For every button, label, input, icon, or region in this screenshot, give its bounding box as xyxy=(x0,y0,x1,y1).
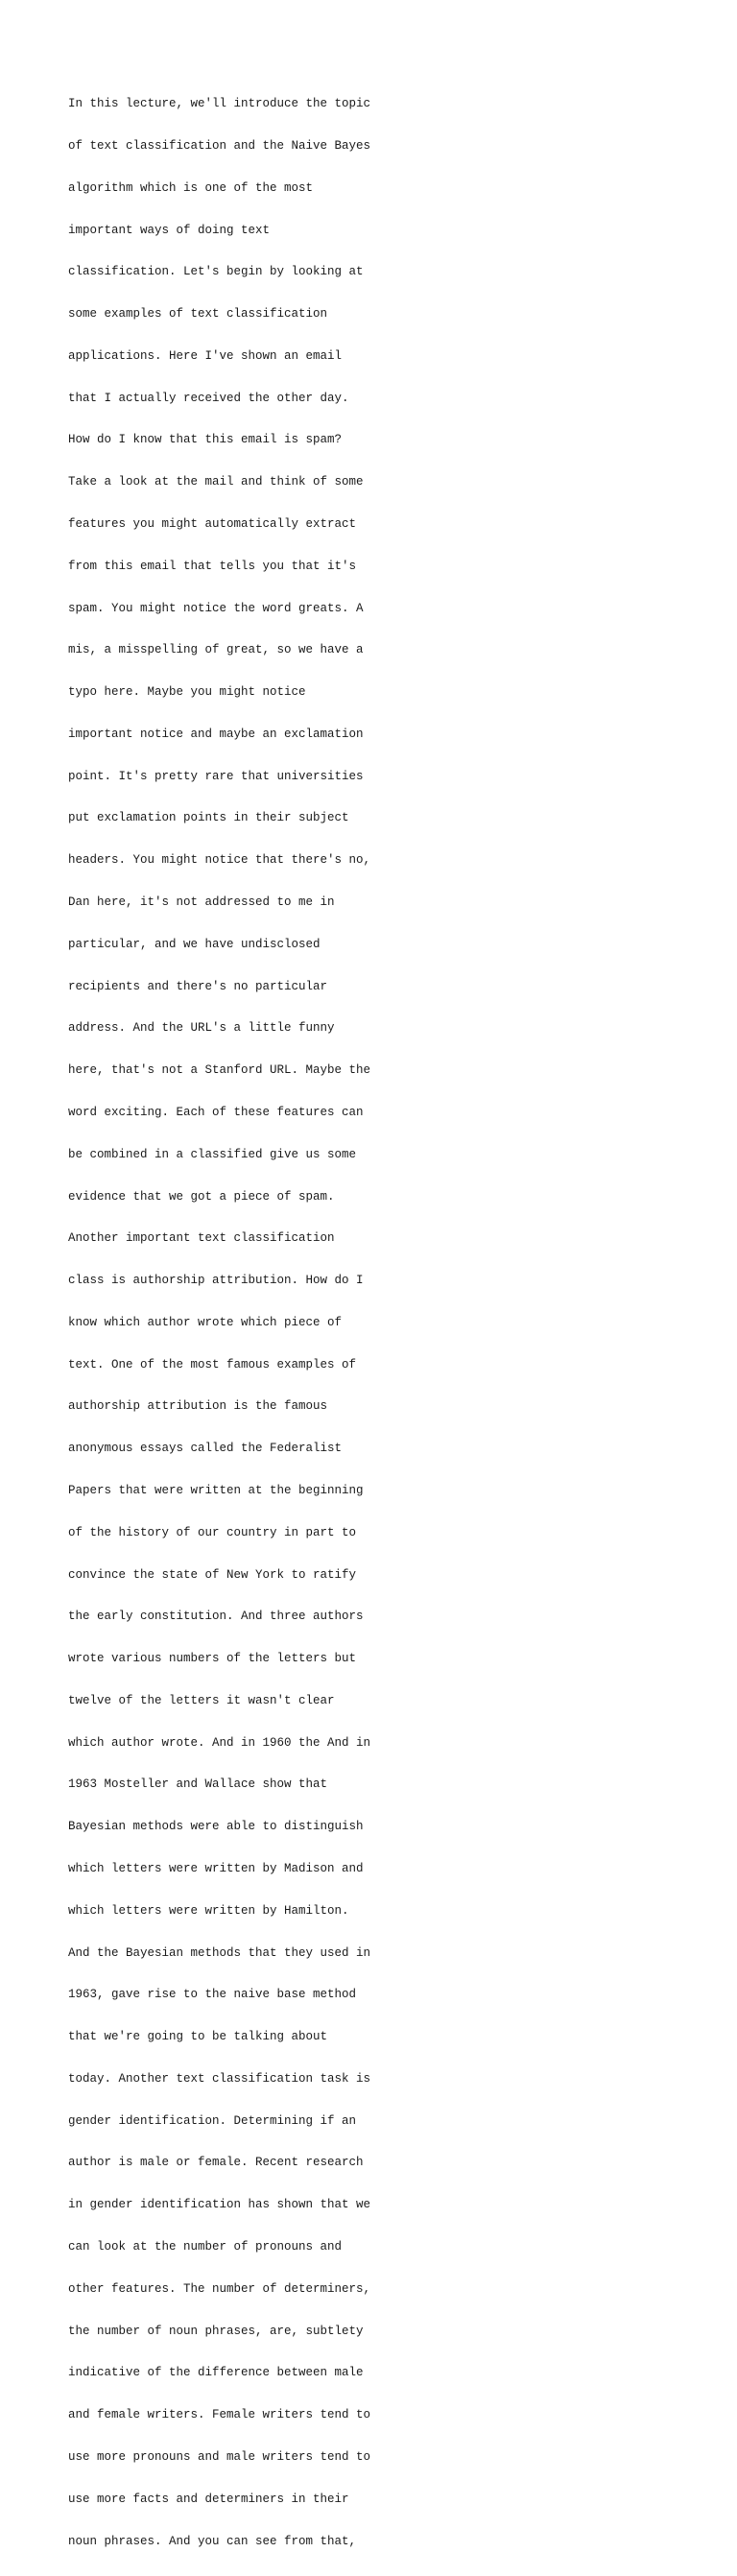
text-line: And the Bayesian methods that they used in xyxy=(68,1945,371,1960)
text-line: anonymous essays called the Federalist xyxy=(68,1442,343,1456)
text-line: mis, a misspelling of great, so we have a xyxy=(68,643,364,657)
text-line: which letters were written by Madison and xyxy=(68,1862,364,1875)
text-line: word exciting. Each of these features can xyxy=(68,1105,364,1119)
text-line: particular, and we have undisclosed xyxy=(68,937,321,951)
text-line: and female writers. Female writers tend to xyxy=(68,2408,371,2422)
text-line: that I actually received the other day. xyxy=(68,391,349,405)
text-line: which letters were written by Hamilton. xyxy=(68,1903,349,1918)
text-line: text. One of the most famous examples of xyxy=(68,1357,357,1371)
text-line: recipients and there's no particular xyxy=(68,979,328,993)
text-line: can look at the number of pronouns and xyxy=(68,2240,343,2254)
text-line: put exclamation points in their subject xyxy=(68,811,349,825)
text-line: classification. Let's begin by looking at xyxy=(68,265,364,279)
text-line: of text classification and the Naive Bayes xyxy=(68,138,371,153)
text-line: of the history of our country in part to xyxy=(68,1525,357,1539)
text-line: Another important text classification xyxy=(68,1231,335,1246)
text-line: 1963, gave rise to the naive base method xyxy=(68,1988,357,2002)
text-line: authorship attribution is the famous xyxy=(68,1399,328,1414)
text-line: in gender identification has shown that we xyxy=(68,2198,371,2212)
text-line: twelve of the letters it wasn't clear xyxy=(68,1693,335,1707)
text-line: In this lecture, we'll introduce the topic xyxy=(68,97,371,111)
text-line: Dan here, it's not addressed to me in xyxy=(68,895,335,910)
text-line: be combined in a classified give us some xyxy=(68,1147,357,1161)
text-line: gender identification. Determining if an xyxy=(68,2113,357,2128)
text-line: some examples of text classification xyxy=(68,307,328,322)
text-line: from this email that tells you that it's xyxy=(68,559,357,573)
text-line: the number of noun phrases, are, subtlety xyxy=(68,2324,364,2338)
text-line: Papers that were written at the beginning xyxy=(68,1483,364,1497)
text-line: know which author wrote which piece of xyxy=(68,1315,343,1329)
text-line: typo here. Maybe you might notice xyxy=(68,685,306,700)
text-line: wrote various numbers of the letters but xyxy=(68,1652,357,1666)
text-line: important notice and maybe an exclamation xyxy=(68,727,364,741)
text-line: which author wrote. And in 1960 the And in xyxy=(68,1735,371,1750)
text-line: class is authorship attribution. How do I xyxy=(68,1274,364,1288)
text-line: noun phrases. And you can see from that, xyxy=(68,2534,357,2548)
text-line: 1963 Mosteller and Wallace show that xyxy=(68,1777,328,1792)
text-line: address. And the URL's a little funny xyxy=(68,1021,335,1036)
text-line: algorithm which is one of the most xyxy=(68,180,314,195)
text-line: spam. You might notice the word greats. A xyxy=(68,601,364,615)
text-line: use more facts and determiners in their xyxy=(68,2492,349,2506)
text-line: important ways of doing text xyxy=(68,223,271,237)
text-line: here, that's not a Stanford URL. Maybe the xyxy=(68,1063,371,1078)
text-line: features you might automatically extract xyxy=(68,517,357,531)
text-line: headers. You might notice that there's no, xyxy=(68,853,371,868)
text-line: convince the state of New York to ratify xyxy=(68,1567,357,1582)
text-line: applications. Here I've shown an email xyxy=(68,348,343,363)
text-line: How do I know that this email is spam? xyxy=(68,433,343,447)
text-line: other features. The number of determiners, xyxy=(68,2281,371,2296)
text-line: today. Another text classification task is xyxy=(68,2071,371,2086)
text-line: indicative of the difference between male xyxy=(68,2366,364,2380)
text-line: the early constitution. And three authors xyxy=(68,1610,364,1624)
text-line: that we're going to be talking about xyxy=(68,2030,328,2044)
text-line: use more pronouns and male writers tend to xyxy=(68,2449,371,2464)
text-line: point. It's pretty rare that universities xyxy=(68,769,364,783)
transcript-text xyxy=(68,69,385,2576)
text-line: evidence that we got a piece of spam. xyxy=(68,1189,335,1204)
text-line: Take a look at the mail and think of some xyxy=(68,475,364,489)
text-line: author is male or female. Recent research xyxy=(68,2156,364,2170)
text-line: Bayesian methods were able to distinguish xyxy=(68,1820,364,1834)
